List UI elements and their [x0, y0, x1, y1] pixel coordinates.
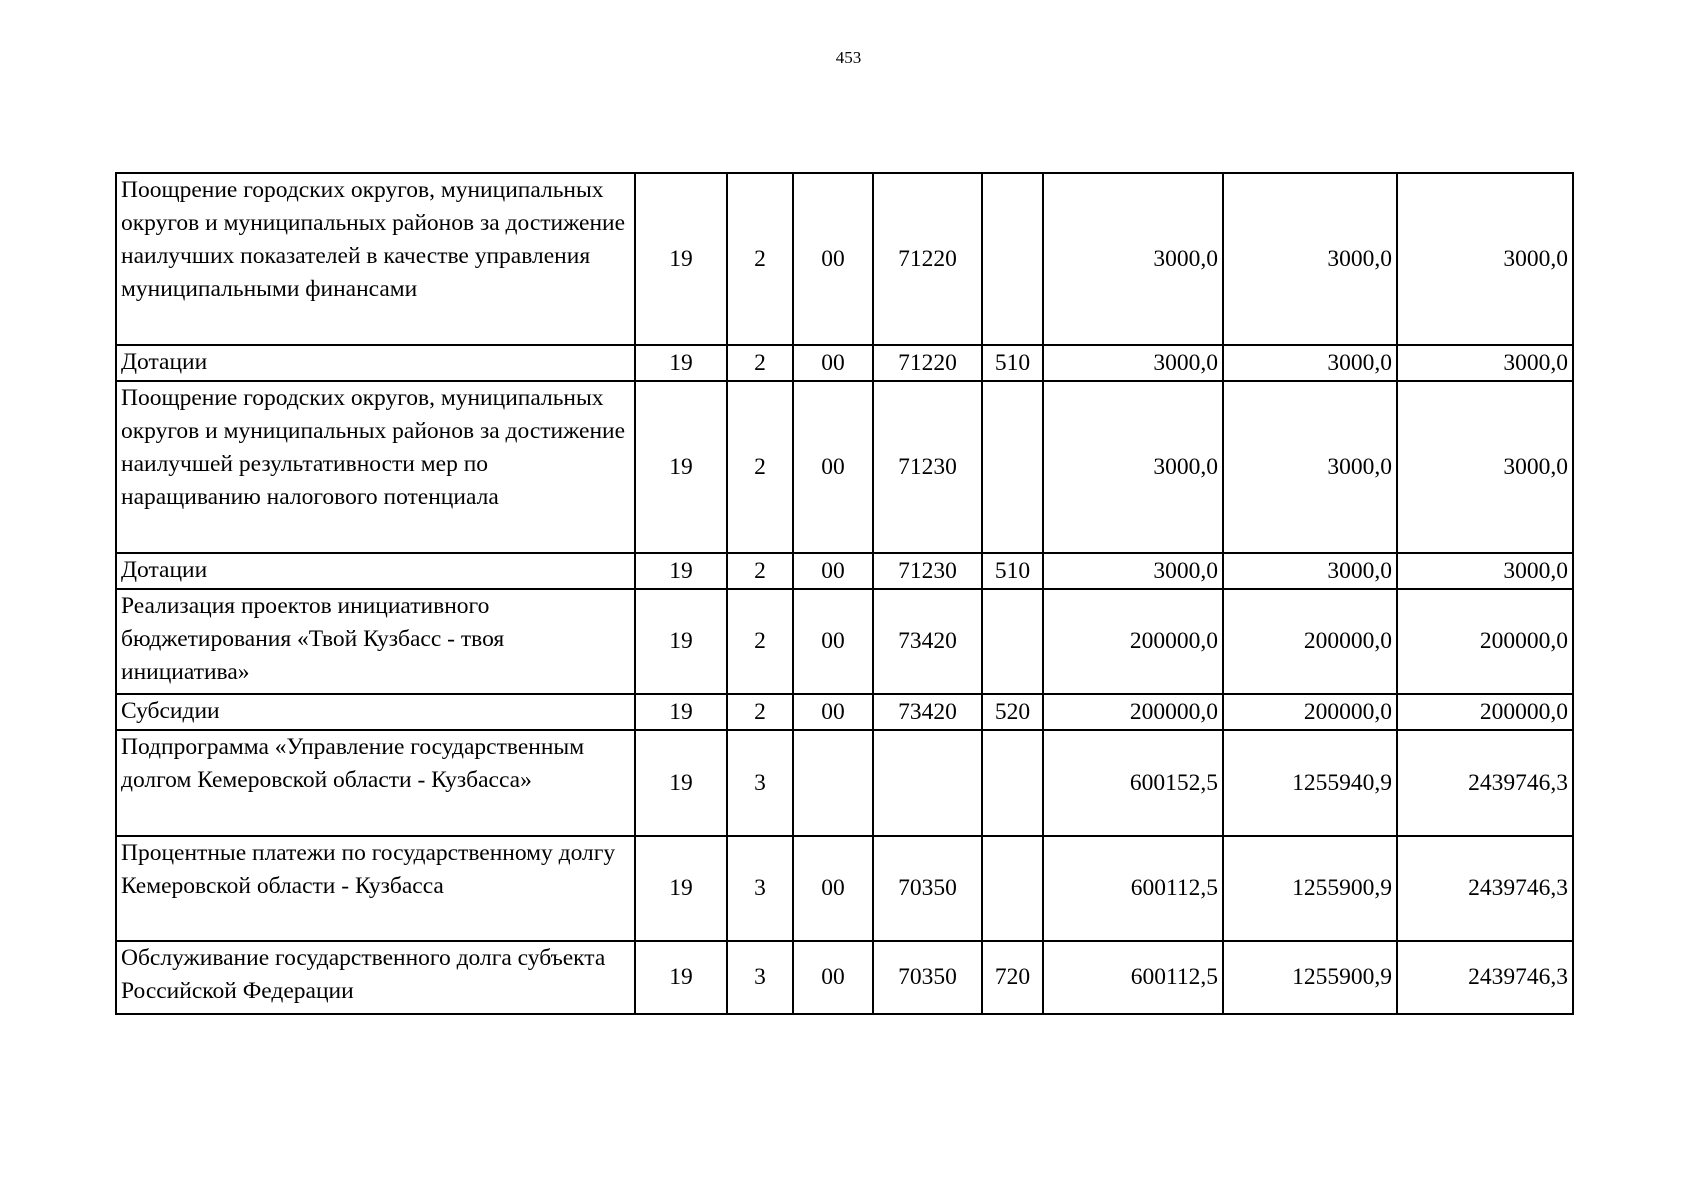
row-name-cell: Поощрение городских округов, муниципальных округов и муниципальных районов за достижение наилучшей результативности мер по наращиванию налогового потенциала — [116, 381, 635, 553]
amount-cell-1: 200000,0 — [1043, 694, 1223, 730]
amount-cell-2: 3000,0 — [1223, 381, 1397, 553]
amount-cell-2: 1255900,9 — [1223, 836, 1397, 941]
code-cell-1: 19 — [635, 941, 727, 1014]
amount-cell-3: 200000,0 — [1397, 694, 1573, 730]
code-cell-1: 19 — [635, 345, 727, 381]
code-cell-4: 70350 — [873, 941, 982, 1014]
code-cell-5 — [982, 381, 1043, 553]
table-row — [116, 694, 1573, 730]
amount-cell-1: 600112,5 — [1043, 836, 1223, 941]
amount-cell-2: 3000,0 — [1223, 345, 1397, 381]
page-number: 453 — [835, 48, 862, 67]
code-cell-5: 510 — [982, 345, 1043, 381]
code-cell-3: 00 — [793, 589, 873, 694]
code-cell-4: 73420 — [873, 589, 982, 694]
amount-cell-3: 3000,0 — [1397, 381, 1573, 553]
code-cell-2: 2 — [727, 589, 793, 694]
budget-table — [115, 172, 1574, 1015]
code-cell-1: 19 — [635, 694, 727, 730]
code-cell-1: 19 — [635, 589, 727, 694]
amount-cell-2: 200000,0 — [1223, 694, 1397, 730]
code-cell-3: 00 — [793, 553, 873, 589]
amount-cell-1: 600112,5 — [1043, 941, 1223, 1014]
code-cell-3: 00 — [793, 941, 873, 1014]
code-cell-2: 2 — [727, 553, 793, 589]
code-cell-2: 2 — [727, 381, 793, 553]
code-cell-1: 19 — [635, 173, 727, 345]
row-name-cell: Дотации — [116, 345, 635, 381]
code-cell-4: 73420 — [873, 694, 982, 730]
code-cell-3: 00 — [793, 694, 873, 730]
code-cell-2: 2 — [727, 345, 793, 381]
code-cell-3: 00 — [793, 345, 873, 381]
code-cell-5 — [982, 730, 1043, 836]
code-cell-3 — [793, 730, 873, 836]
amount-cell-3: 2439746,3 — [1397, 836, 1573, 941]
row-name-cell: Реализация проектов инициативного бюджетирования «Твой Кузбасс - твоя инициатива» — [116, 589, 635, 694]
code-cell-3: 00 — [793, 381, 873, 553]
amount-cell-3: 3000,0 — [1397, 345, 1573, 381]
table-row — [116, 381, 1573, 553]
amount-cell-3: 3000,0 — [1397, 553, 1573, 589]
code-cell-1: 19 — [635, 553, 727, 589]
amount-cell-1: 3000,0 — [1043, 173, 1223, 345]
code-cell-3: 00 — [793, 173, 873, 345]
amount-cell-1: 200000,0 — [1043, 589, 1223, 694]
table-row — [116, 836, 1573, 941]
table-row — [116, 173, 1573, 345]
code-cell-4: 71230 — [873, 553, 982, 589]
code-cell-2: 2 — [727, 694, 793, 730]
code-cell-4: 70350 — [873, 836, 982, 941]
amount-cell-2: 3000,0 — [1223, 173, 1397, 345]
table-row — [116, 589, 1573, 694]
code-cell-1: 19 — [635, 730, 727, 836]
amount-cell-3: 3000,0 — [1397, 173, 1573, 345]
code-cell-5: 510 — [982, 553, 1043, 589]
row-name-cell: Подпрограмма «Управление государственным долгом Кемеровской области - Кузбасса» — [116, 730, 635, 836]
code-cell-1: 19 — [635, 836, 727, 941]
code-cell-5: 520 — [982, 694, 1043, 730]
amount-cell-3: 200000,0 — [1397, 589, 1573, 694]
amount-cell-1: 600152,5 — [1043, 730, 1223, 836]
table-row — [116, 345, 1573, 381]
code-cell-5: 720 — [982, 941, 1043, 1014]
amount-cell-2: 1255900,9 — [1223, 941, 1397, 1014]
amount-cell-1: 3000,0 — [1043, 345, 1223, 381]
code-cell-1: 19 — [635, 381, 727, 553]
code-cell-4 — [873, 730, 982, 836]
row-name-cell: Процентные платежи по государственному долгу Кемеровской области - Кузбасса — [116, 836, 635, 941]
code-cell-3: 00 — [793, 836, 873, 941]
code-cell-2: 3 — [727, 730, 793, 836]
amount-cell-2: 200000,0 — [1223, 589, 1397, 694]
row-name-cell: Субсидии — [116, 694, 635, 730]
code-cell-4: 71230 — [873, 381, 982, 553]
row-name-cell: Поощрение городских округов, муниципальных округов и муниципальных районов за достижение наилучших показателей в качестве управления муниципальными финансами — [116, 173, 635, 345]
amount-cell-2: 1255940,9 — [1223, 730, 1397, 836]
code-cell-5 — [982, 173, 1043, 345]
table-row — [116, 941, 1573, 1014]
row-name-cell: Дотации — [116, 553, 635, 589]
code-cell-4: 71220 — [873, 345, 982, 381]
code-cell-2: 3 — [727, 836, 793, 941]
table-row — [116, 553, 1573, 589]
amount-cell-2: 3000,0 — [1223, 553, 1397, 589]
amount-cell-3: 2439746,3 — [1397, 941, 1573, 1014]
code-cell-5 — [982, 836, 1043, 941]
code-cell-5 — [982, 589, 1043, 694]
code-cell-2: 2 — [727, 173, 793, 345]
code-cell-2: 3 — [727, 941, 793, 1014]
table-row — [116, 730, 1573, 836]
code-cell-4: 71220 — [873, 173, 982, 345]
amount-cell-1: 3000,0 — [1043, 553, 1223, 589]
row-name-cell: Обслуживание государственного долга субъекта Российской Федерации — [116, 941, 635, 1014]
amount-cell-3: 2439746,3 — [1397, 730, 1573, 836]
amount-cell-1: 3000,0 — [1043, 381, 1223, 553]
table-body — [116, 173, 1573, 1014]
